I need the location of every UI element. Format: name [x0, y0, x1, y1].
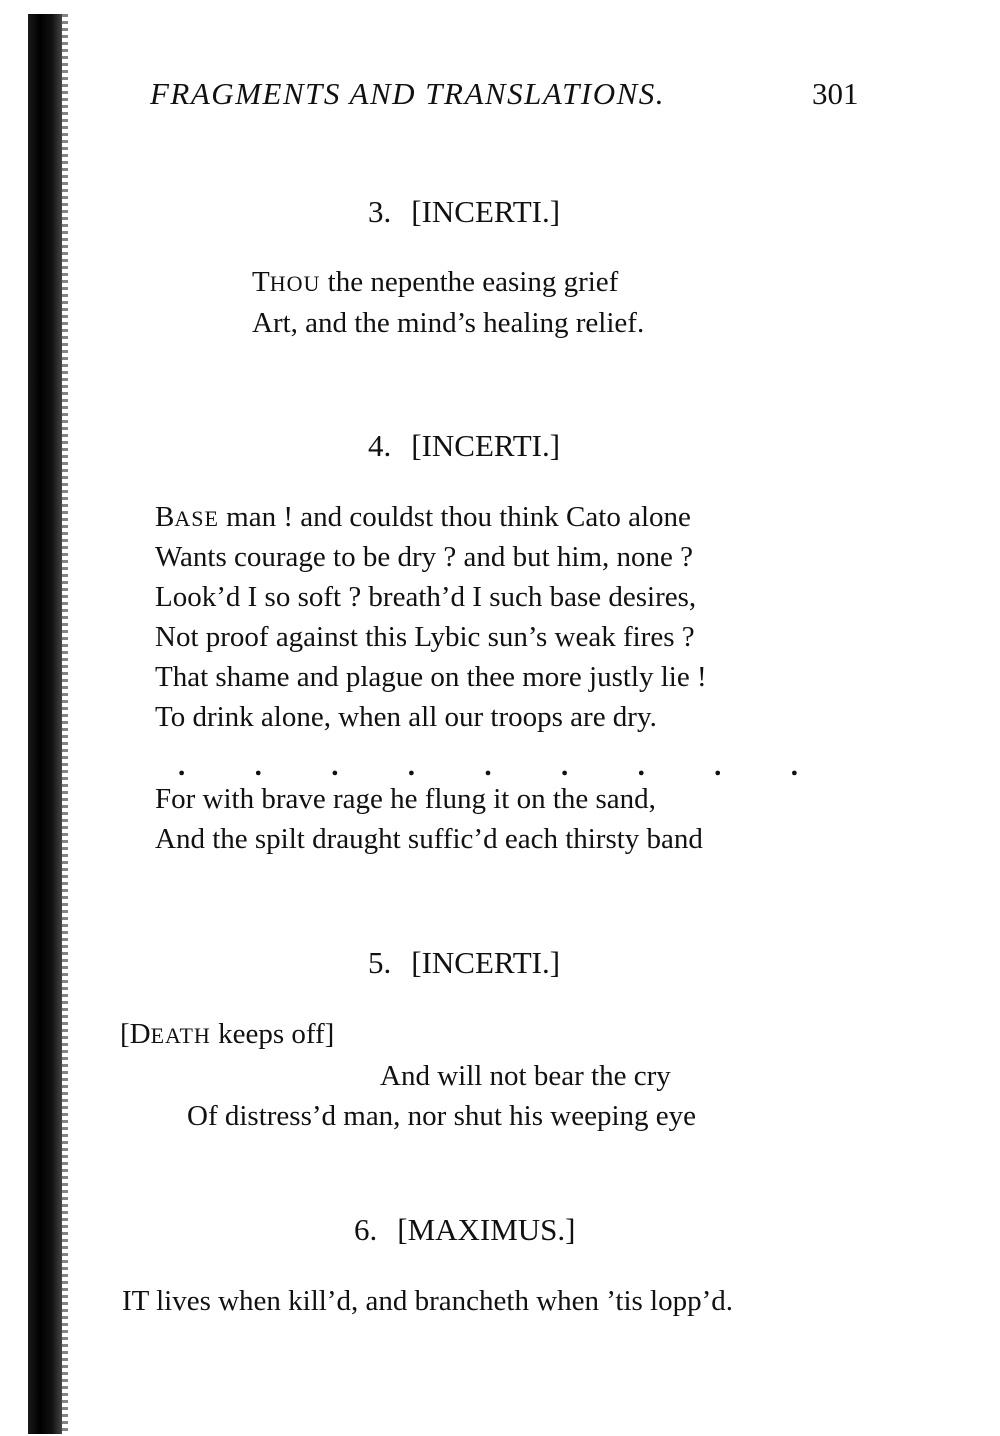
- verse-line: THOU the nepenthe easing grief: [252, 266, 619, 298]
- section-heading-3: [368, 194, 560, 230]
- section-title: [INCERTI.]: [411, 194, 561, 229]
- section-number: 6.: [354, 1212, 378, 1247]
- running-title: FRAGMENTS AND TRANSLATIONS.: [150, 76, 666, 111]
- section-heading-5: [368, 945, 560, 981]
- section-heading-6: [354, 1212, 576, 1248]
- verse-line: [DEATH keeps off]: [120, 1018, 335, 1050]
- verse-line: BASE man ! and couldst thou think Cato alone: [155, 501, 691, 533]
- section-title: [INCERTI.]: [411, 945, 561, 980]
- verse-line: For with brave rage he flung it on the sand,: [155, 783, 656, 815]
- page-number: 301: [812, 76, 859, 111]
- verse-line: IT lives when kill’d, and brancheth when ’tis lopp’d.: [122, 1285, 734, 1317]
- verse-line: Wants courage to be dry ? and but him, none ?: [155, 541, 694, 573]
- verse-line: Look’d I so soft ? breath’d I such base desires,: [155, 581, 697, 613]
- book-spine-shadow: [28, 14, 62, 1434]
- section-number: 3.: [368, 194, 392, 229]
- section-number: 5.: [368, 945, 392, 980]
- section-heading-4: [368, 428, 560, 464]
- verse-line: That shame and plague on thee more justly lie !: [155, 661, 707, 693]
- section-number: 4.: [368, 428, 392, 463]
- omission-dots: . . . . . . . . .: [178, 750, 798, 782]
- verse-line: And the spilt draught suffic’d each thirsty band: [155, 823, 703, 855]
- verse-line: Art, and the mind’s healing relief.: [252, 307, 645, 339]
- section-title: [MAXIMUS.]: [397, 1212, 576, 1247]
- section-title: [INCERTI.]: [411, 428, 561, 463]
- verse-line: Of distress’d man, nor shut his weeping eye: [187, 1100, 697, 1132]
- verse-line: Not proof against this Lybic sun’s weak fires ?: [155, 621, 695, 653]
- verse-line: To drink alone, when all our troops are dry.: [155, 701, 657, 733]
- verse-line: And will not bear the cry: [380, 1060, 671, 1092]
